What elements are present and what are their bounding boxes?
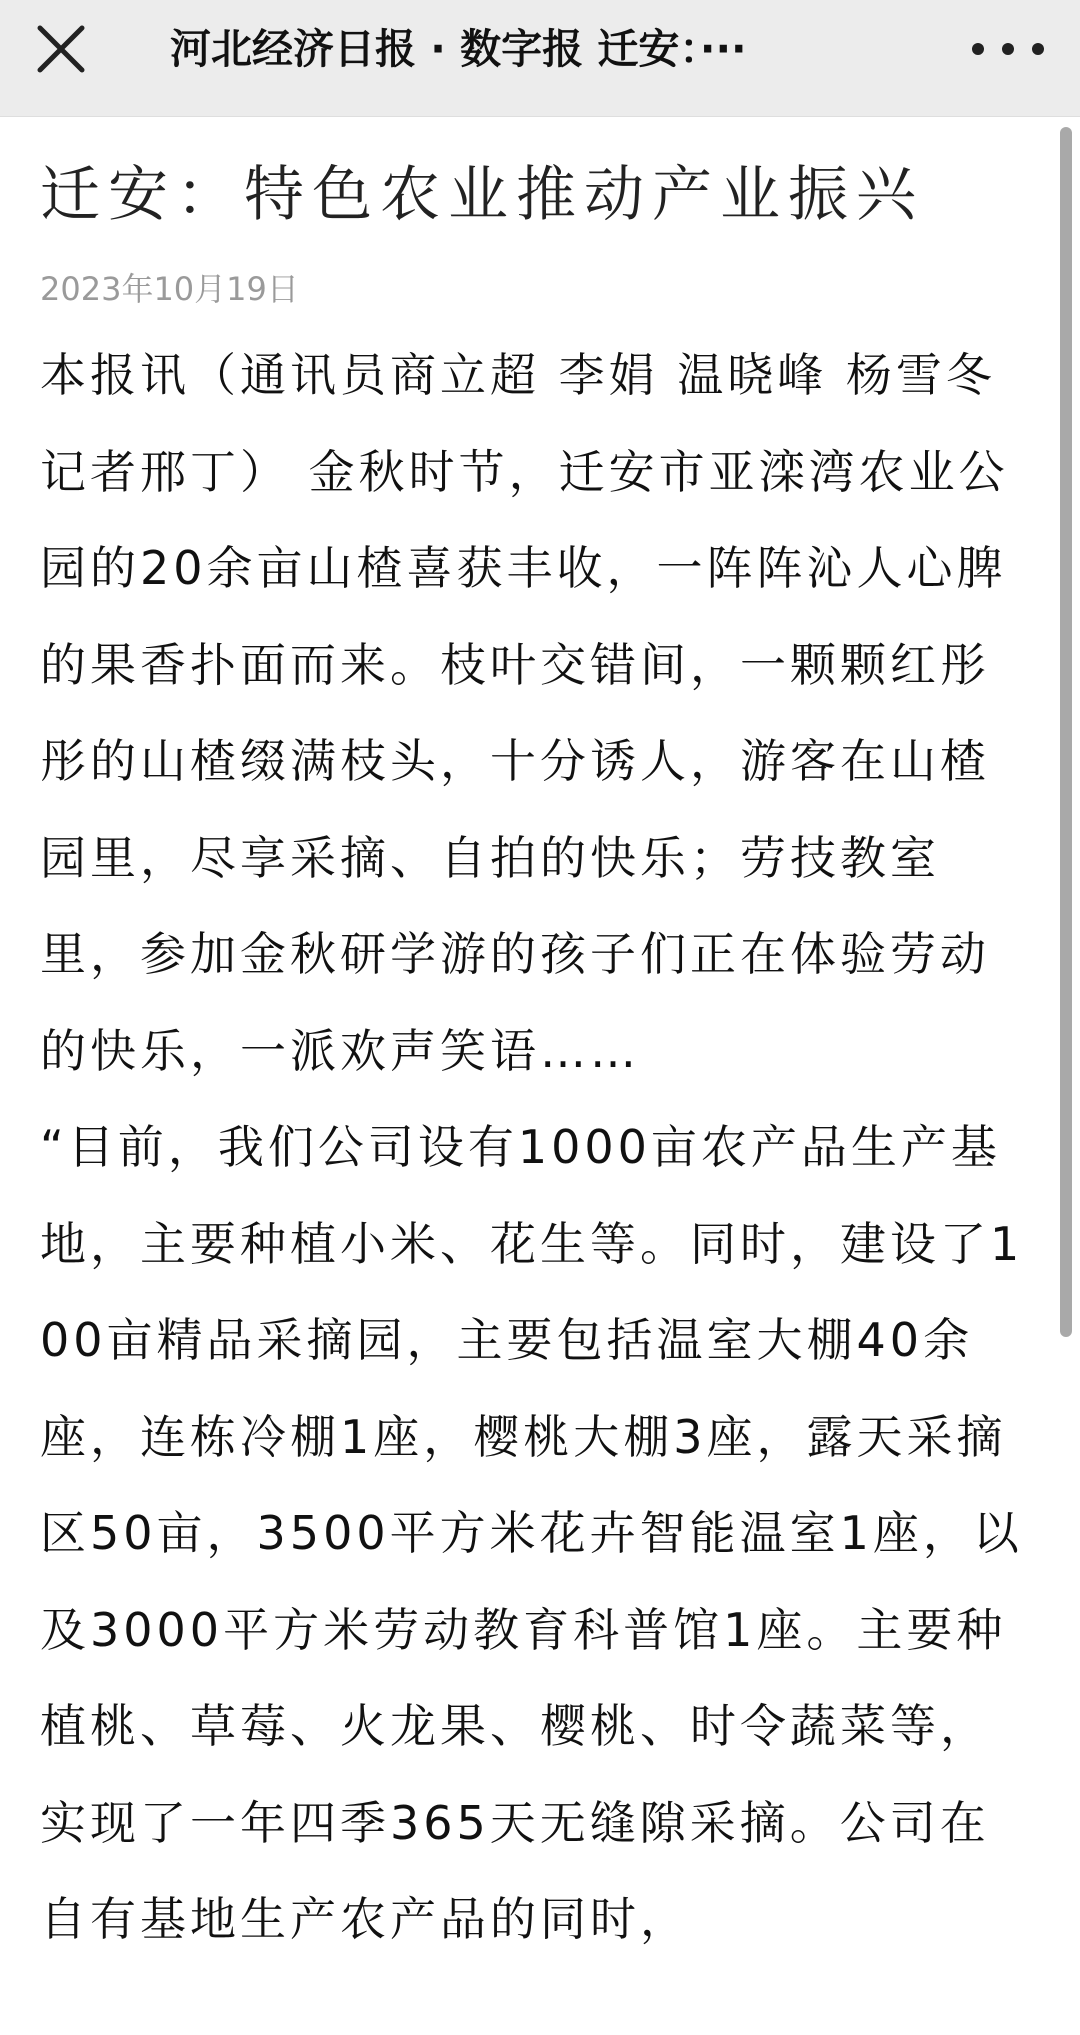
- more-dots-icon: [958, 14, 1058, 84]
- page-title: 河北经济日报 · 数字报 迁安：···: [170, 25, 747, 73]
- more-button[interactable]: [958, 14, 1058, 84]
- article-paragraph: “目前，我们公司设有1000亩农产品生产基地，主要种植小米、花生等。同时，建设了100亩精品采摘园，主要包括温室大棚40余座，连栋冷棚1座，樱桃大棚3座，露天采摘区50亩，3500平方米花卉智能温室1座，以及3000平方米劳动教育科普馆1座。主要种植桃、草莓、火龙果、樱桃、时令蔬菜等，实现了一年四季365天无缝隙采摘。公司在自有基地生产农产品的同时，: [40, 1120, 1024, 1946]
- close-icon: [26, 14, 96, 84]
- article-date: 2023年10月19日: [40, 270, 299, 308]
- top-bar: [0, 0, 1080, 117]
- scrollbar[interactable]: [1060, 127, 1072, 1337]
- article-title: 迁安：特色农业推动产业振兴: [40, 160, 924, 230]
- article-content[interactable]: [0, 117, 1080, 2035]
- article-body: [40, 327, 1030, 1968]
- close-button[interactable]: [26, 14, 96, 84]
- article-paragraph: 本报讯（通讯员商立超 李娟 温晓峰 杨雪冬 记者邢丁） 金秋时节，迁安市亚滦湾农业公园的20余亩山楂喜获丰收，一阵阵沁人心脾的果香扑面而来。枝叶交错间，一颗颗红彤彤的山楂缀满枝头，十分诱人，游客在山楂园里，尽享采摘、自拍的快乐；劳技教室里，参加金秋研学游的孩子们正在体验劳动的快乐，一派欢声笑语……: [40, 348, 1009, 1078]
